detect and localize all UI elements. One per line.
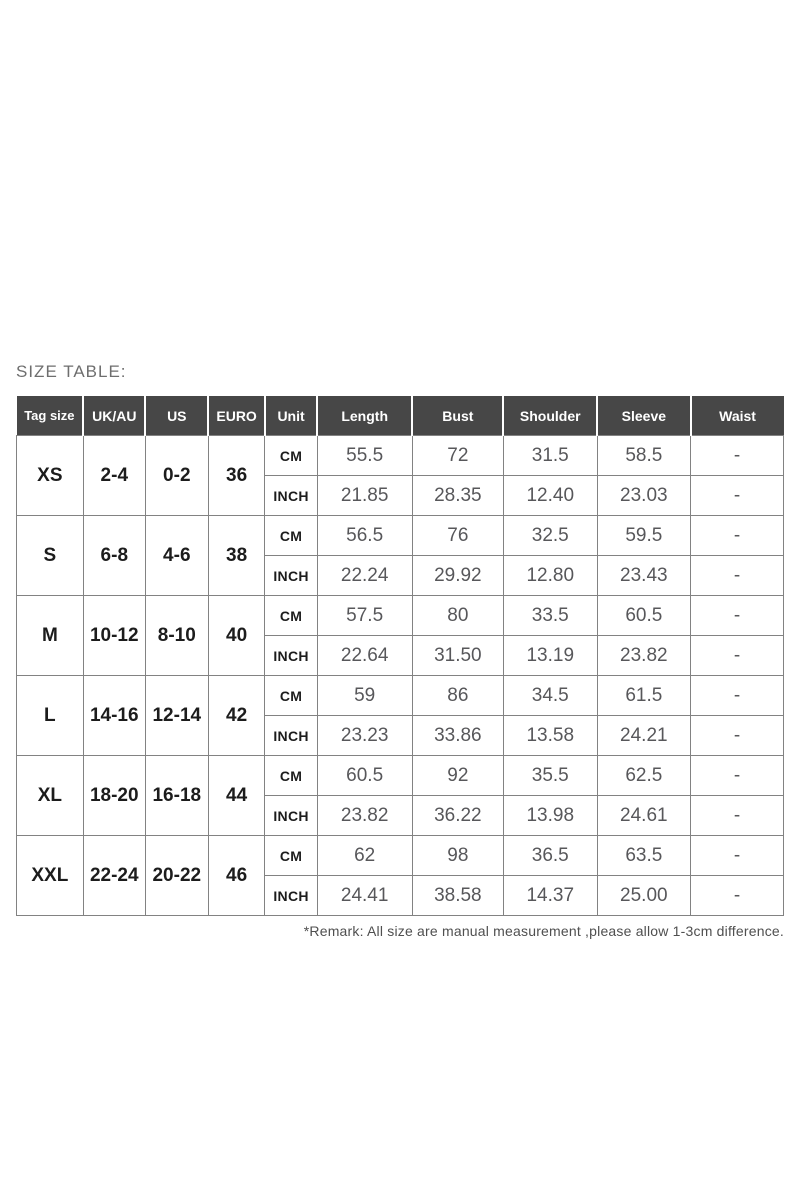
length-value-m-inch: 22.64 (317, 636, 412, 676)
sleeve-value-l-inch: 24.21 (597, 716, 691, 756)
bust-value-s-cm: 76 (412, 516, 503, 556)
uk-au-cell-m: 10-12 (83, 596, 145, 676)
length-value-xs-cm: 55.5 (317, 436, 412, 476)
shoulder-value-m-inch: 13.19 (503, 636, 597, 676)
bust-value-xl-cm: 92 (412, 756, 503, 796)
length-value-xxl-cm: 62 (317, 836, 412, 876)
unit-cell-xl-cm: CM (265, 756, 317, 796)
unit-cell-l-cm: CM (265, 676, 317, 716)
size-table (16, 396, 784, 916)
waist-value-xl-cm: - (691, 756, 784, 796)
shoulder-value-xxl-inch: 14.37 (503, 876, 597, 916)
uk-au-cell-l: 14-16 (83, 676, 145, 756)
sleeve-value-xs-cm: 58.5 (597, 436, 691, 476)
euro-cell-xxl: 46 (208, 836, 265, 916)
us-cell-xxl: 20-22 (145, 836, 208, 916)
euro-cell-xl: 44 (208, 756, 265, 836)
bust-value-xxl-cm: 98 (412, 836, 503, 876)
unit-cell-l-inch: INCH (265, 716, 317, 756)
sleeve-value-xxl-cm: 63.5 (597, 836, 691, 876)
shoulder-value-l-inch: 13.58 (503, 716, 597, 756)
sleeve-value-l-cm: 61.5 (597, 676, 691, 716)
bust-value-xs-cm: 72 (412, 436, 503, 476)
header-cell-shoulder: Shoulder (503, 396, 597, 436)
waist-value-xxl-cm: - (691, 836, 784, 876)
shoulder-value-xl-cm: 35.5 (503, 756, 597, 796)
size-table-header (17, 396, 784, 436)
length-value-xxl-inch: 24.41 (317, 876, 412, 916)
waist-value-l-inch: - (691, 716, 784, 756)
length-value-l-inch: 23.23 (317, 716, 412, 756)
length-value-s-inch: 22.24 (317, 556, 412, 596)
length-value-xl-cm: 60.5 (317, 756, 412, 796)
sleeve-value-xs-inch: 23.03 (597, 476, 691, 516)
size-row-xxl-cm (17, 836, 784, 876)
header-cell-euro: EURO (208, 396, 265, 436)
uk-au-cell-xs: 2-4 (83, 436, 145, 516)
shoulder-value-s-cm: 32.5 (503, 516, 597, 556)
waist-value-xs-cm: - (691, 436, 784, 476)
tag-cell-m: M (17, 596, 84, 676)
size-table-body (17, 436, 784, 916)
waist-value-s-cm: - (691, 516, 784, 556)
header-cell-uk-au: UK/AU (83, 396, 145, 436)
unit-cell-xs-cm: CM (265, 436, 317, 476)
sleeve-value-s-inch: 23.43 (597, 556, 691, 596)
waist-value-xs-inch: - (691, 476, 784, 516)
shoulder-value-xs-inch: 12.40 (503, 476, 597, 516)
tag-cell-xl: XL (17, 756, 84, 836)
bust-value-s-inch: 29.92 (412, 556, 503, 596)
us-cell-s: 4-6 (145, 516, 208, 596)
uk-au-cell-xl: 18-20 (83, 756, 145, 836)
tag-cell-s: S (17, 516, 84, 596)
size-row-xl-cm (17, 756, 784, 796)
euro-cell-xs: 36 (208, 436, 265, 516)
size-row-xs-cm (17, 436, 784, 476)
length-value-xs-inch: 21.85 (317, 476, 412, 516)
sleeve-value-xl-cm: 62.5 (597, 756, 691, 796)
bust-value-xl-inch: 36.22 (412, 796, 503, 836)
sleeve-value-xl-inch: 24.61 (597, 796, 691, 836)
bust-value-l-inch: 33.86 (412, 716, 503, 756)
tag-cell-xxl: XXL (17, 836, 84, 916)
unit-cell-m-inch: INCH (265, 636, 317, 676)
unit-cell-m-cm: CM (265, 596, 317, 636)
bust-value-m-cm: 80 (412, 596, 503, 636)
size-row-m-cm (17, 596, 784, 636)
header-cell-bust: Bust (412, 396, 503, 436)
shoulder-value-l-cm: 34.5 (503, 676, 597, 716)
waist-value-xxl-inch: - (691, 876, 784, 916)
header-cell-unit: Unit (265, 396, 317, 436)
size-row-s-cm (17, 516, 784, 556)
length-value-m-cm: 57.5 (317, 596, 412, 636)
shoulder-value-m-cm: 33.5 (503, 596, 597, 636)
size-row-l-cm (17, 676, 784, 716)
waist-value-xl-inch: - (691, 796, 784, 836)
unit-cell-xxl-inch: INCH (265, 876, 317, 916)
unit-cell-xxl-cm: CM (265, 836, 317, 876)
header-cell-sleeve: Sleeve (597, 396, 691, 436)
waist-value-s-inch: - (691, 556, 784, 596)
unit-cell-xl-inch: INCH (265, 796, 317, 836)
us-cell-xl: 16-18 (145, 756, 208, 836)
tag-cell-l: L (17, 676, 84, 756)
bust-value-xs-inch: 28.35 (412, 476, 503, 516)
header-cell-us: US (145, 396, 208, 436)
bust-value-m-inch: 31.50 (412, 636, 503, 676)
euro-cell-s: 38 (208, 516, 265, 596)
shoulder-value-xxl-cm: 36.5 (503, 836, 597, 876)
size-table-title: SIZE TABLE: (16, 362, 127, 381)
us-cell-l: 12-14 (145, 676, 208, 756)
length-value-s-cm: 56.5 (317, 516, 412, 556)
uk-au-cell-xxl: 22-24 (83, 836, 145, 916)
length-value-l-cm: 59 (317, 676, 412, 716)
euro-cell-m: 40 (208, 596, 265, 676)
bust-value-l-cm: 86 (412, 676, 503, 716)
us-cell-xs: 0-2 (145, 436, 208, 516)
header-cell-waist: Waist (691, 396, 784, 436)
waist-value-l-cm: - (691, 676, 784, 716)
bust-value-xxl-inch: 38.58 (412, 876, 503, 916)
sleeve-value-m-inch: 23.82 (597, 636, 691, 676)
unit-cell-xs-inch: INCH (265, 476, 317, 516)
shoulder-value-xl-inch: 13.98 (503, 796, 597, 836)
measurement-remark: *Remark: All size are manual measurement ,please allow 1-3cm difference. (303, 923, 784, 939)
us-cell-m: 8-10 (145, 596, 208, 676)
waist-value-m-inch: - (691, 636, 784, 676)
unit-cell-s-inch: INCH (265, 556, 317, 596)
sleeve-value-xxl-inch: 25.00 (597, 876, 691, 916)
size-table-header-row (17, 396, 784, 436)
tag-cell-xs: XS (17, 436, 84, 516)
waist-value-m-cm: - (691, 596, 784, 636)
length-value-xl-inch: 23.82 (317, 796, 412, 836)
shoulder-value-s-inch: 12.80 (503, 556, 597, 596)
header-cell-tag-size: Tag size (17, 396, 84, 436)
unit-cell-s-cm: CM (265, 516, 317, 556)
shoulder-value-xs-cm: 31.5 (503, 436, 597, 476)
uk-au-cell-s: 6-8 (83, 516, 145, 596)
sleeve-value-m-cm: 60.5 (597, 596, 691, 636)
euro-cell-l: 42 (208, 676, 265, 756)
sleeve-value-s-cm: 59.5 (597, 516, 691, 556)
header-cell-length: Length (317, 396, 412, 436)
